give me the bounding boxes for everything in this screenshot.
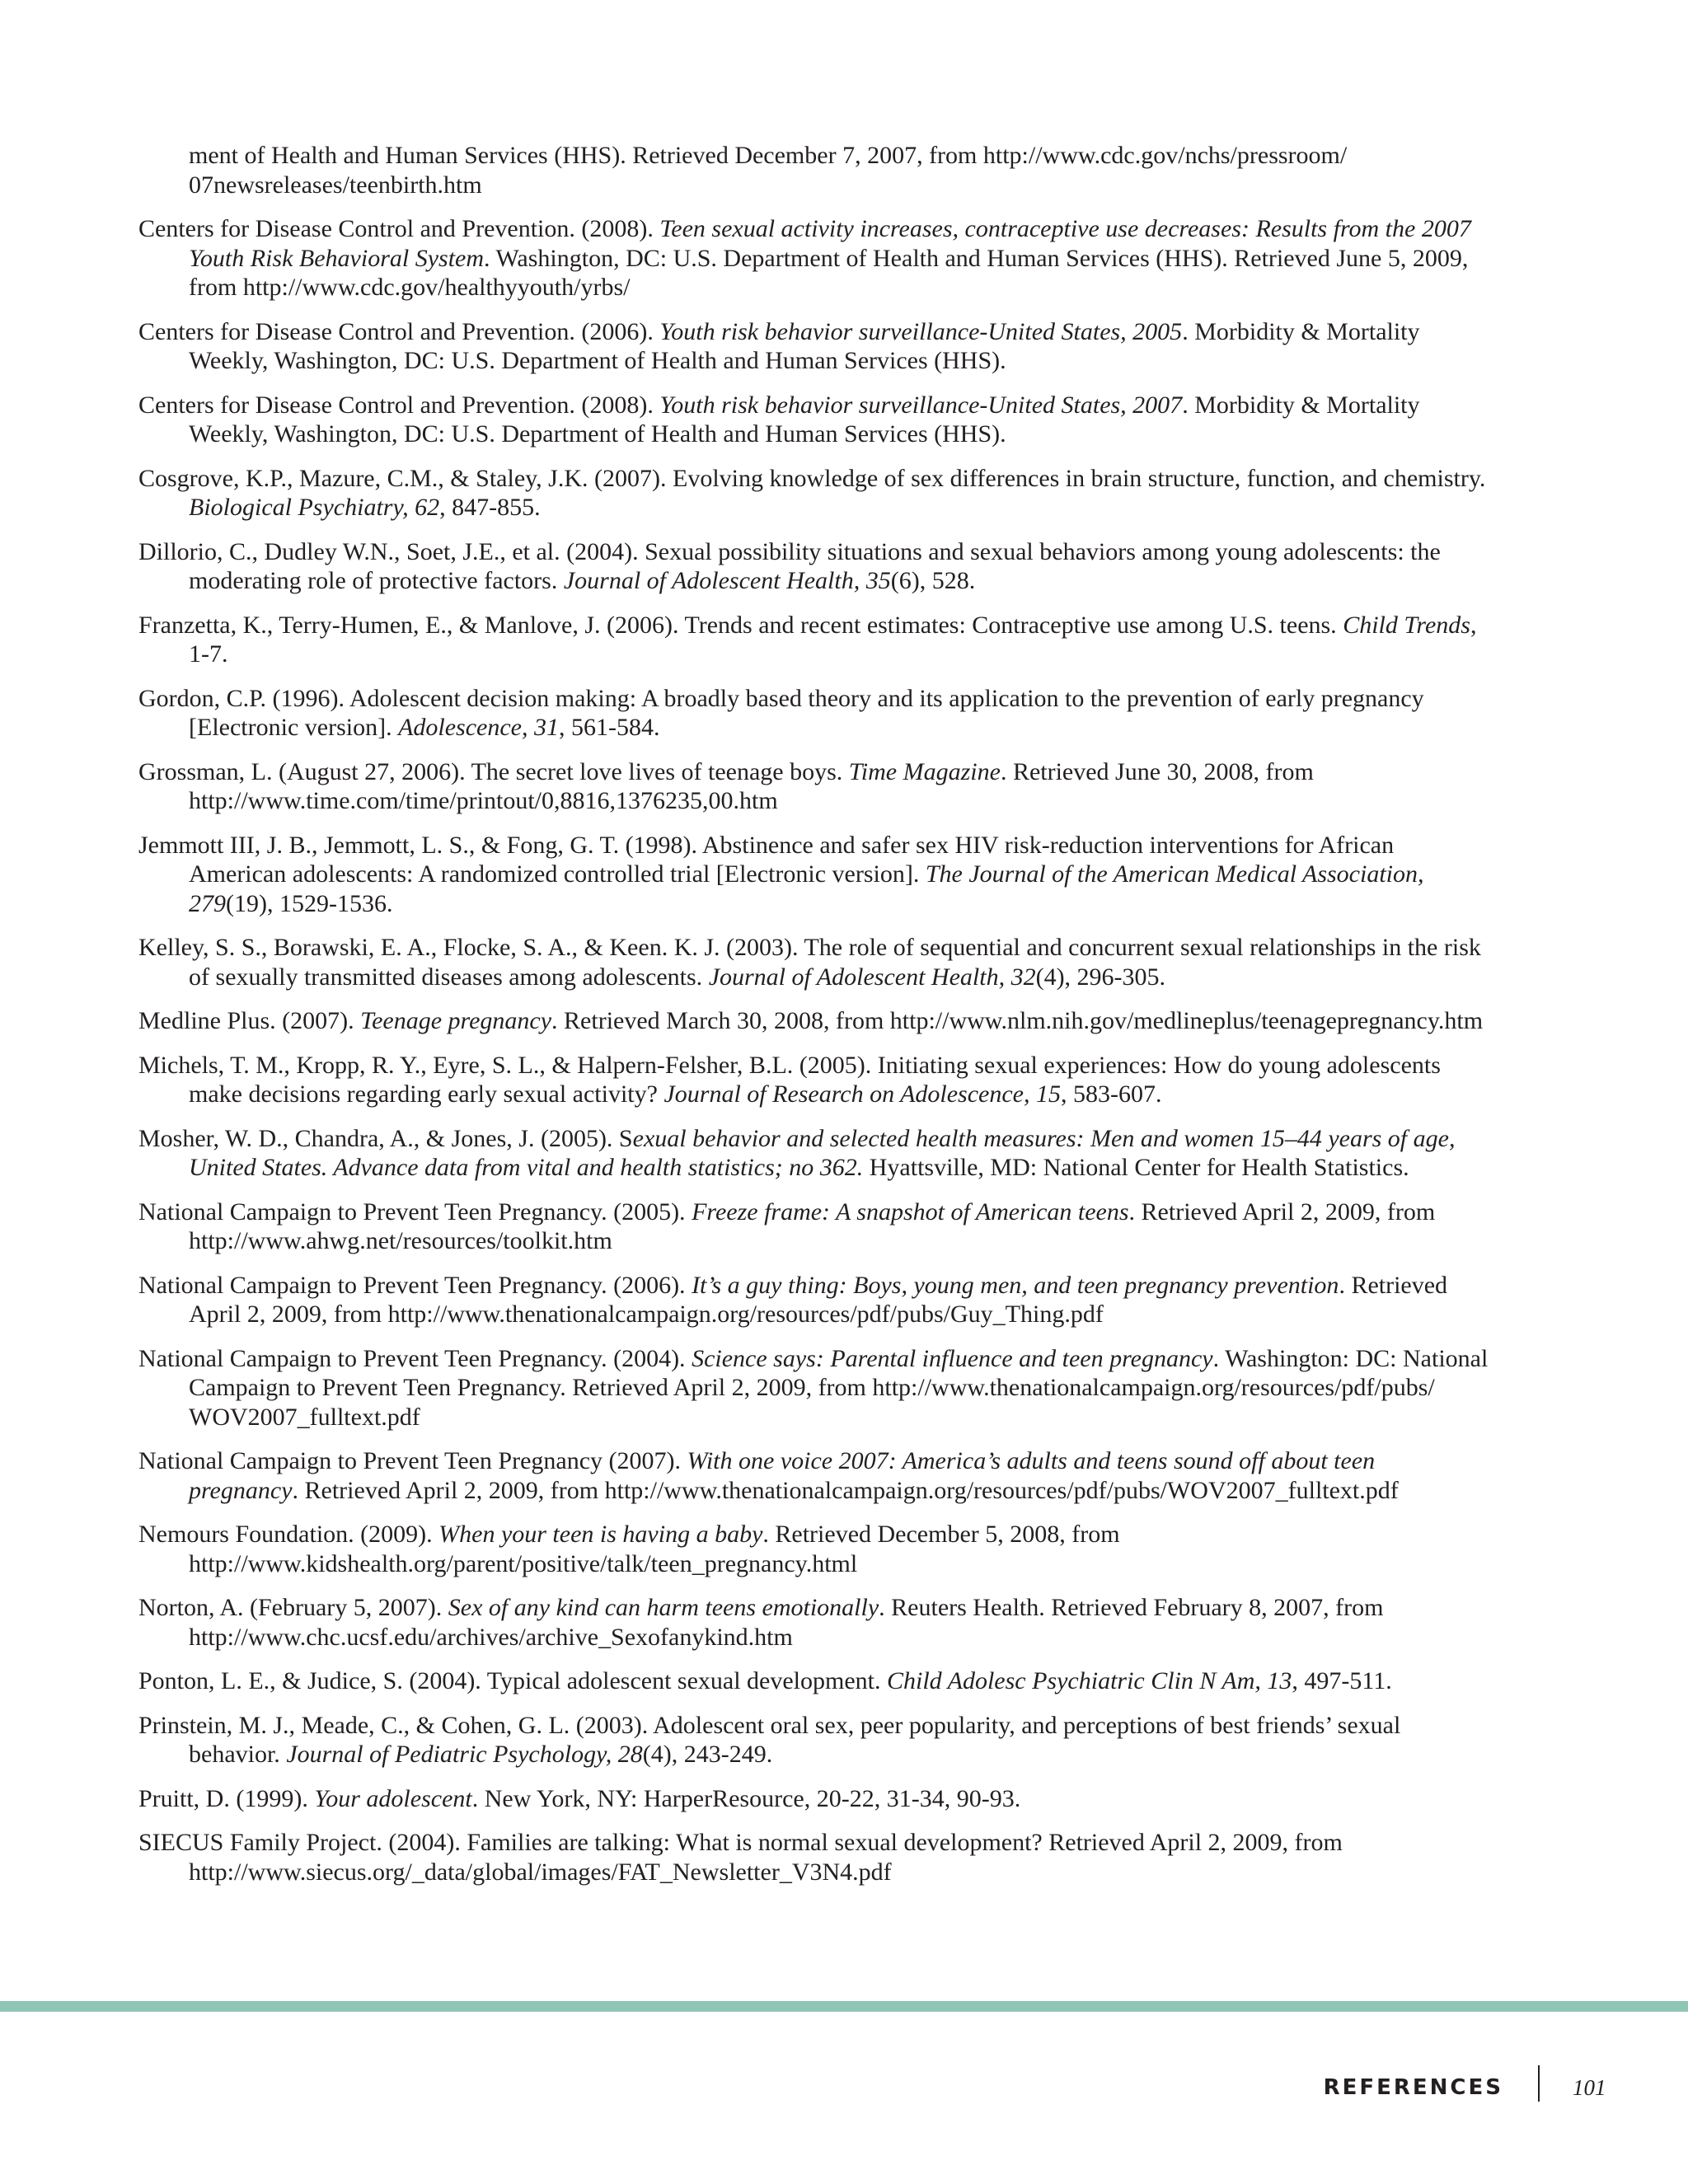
reference-title-italic: Teen sexual activity increases, contraceptive use decreases: Results from the 2007 Youth Risk Behavioral System	[189, 215, 1471, 272]
reference-entry	[138, 214, 1490, 302]
reference-text: National Campaign to Prevent Teen Pregnancy. (2004).	[138, 1344, 692, 1372]
reference-text: Dillorio, C., Dudley W.N., Soet, J.E., et al. (2004). Sexual possibility situations and sexual behaviors among young adolescents: the moderating role of protective factors.	[138, 537, 1441, 594]
reference-entry	[138, 684, 1490, 743]
reference-title-italic: When your teen is having a baby	[438, 1521, 763, 1548]
reference-text: Centers for Disease Control and Prevention. (2006).	[138, 317, 660, 345]
reference-title-italic: Child Adolesc Psychiatric Clin N Am, 13	[887, 1667, 1292, 1694]
reference-text: , 583-607.	[1061, 1080, 1162, 1108]
reference-entry	[138, 933, 1490, 991]
reference-text: Hyattsville, MD: National Center for Health Statistics.	[863, 1154, 1409, 1181]
reference-title-italic: exual behavior and selected health measures: Men and women 15–44 years of age, United States. Advance data from vital and health statistics; no 362.	[189, 1124, 1456, 1181]
reference-title-italic: Your adolescent	[314, 1784, 472, 1812]
reference-title-italic: Journal of Adolescent Health, 35	[563, 567, 891, 594]
reference-title-italic: Journal of Adolescent Health, 32	[708, 963, 1036, 991]
reference-entry	[138, 1271, 1490, 1329]
reference-entry	[138, 611, 1490, 669]
reference-text: ment of Health and Human Services (HHS). Retrieved December 7, 2007, from http://www.cdc.gov/nchs/pressroom/ 07newsreleases/teenbirth.htm	[189, 142, 1348, 199]
reference-text: National Campaign to Prevent Teen Pregnancy. (2005).	[138, 1197, 692, 1226]
reference-text: . Morbidity & Mortality Weekly, Washington, DC: U.S. Department of Health and Human Services (HHS).	[189, 317, 1420, 374]
reference-title-italic: Time Magazine	[848, 757, 1001, 785]
reference-text: (6), 528.	[890, 567, 976, 594]
reference-entry	[138, 1006, 1490, 1036]
reference-text: , 497-511.	[1292, 1667, 1392, 1694]
reference-text: Cosgrove, K.P., Mazure, C.M., & Staley, J.K. (2007). Evolving knowledge of sex differences in brain structure, function, and chemistry.	[138, 464, 1486, 492]
reference-text: , 1-7.	[189, 611, 1477, 668]
reference-title-italic: Science says: Parental influence and teen pregnancy	[692, 1344, 1213, 1372]
reference-text: . Reuters Health. Retrieved February 8, 2007, from http://www.chc.ucsf.edu/archives/archive_Sexofanykind.htm	[189, 1594, 1384, 1651]
reference-text: Franzetta, K., Terry-Humen, E., & Manlove, J. (2006). Trends and recent estimates: Contraceptive use among U.S. teens.	[138, 611, 1343, 639]
reference-text: . Morbidity & Mortality Weekly, Washington, DC: U.S. Department of Health and Human Services (HHS).	[189, 391, 1420, 448]
reference-text: Gordon, C.P. (1996). Adolescent decision making: A broadly based theory and its application to the prevention of early pregnancy [Electronic version].	[138, 684, 1424, 741]
reference-text: . Washington: DC: National Campaign to Prevent Teen Pregnancy. Retrieved April 2, 2009, from http://www.thenationalcampaign.org/resources/pdf/pubs/ WOV2007_fulltext.pdf	[189, 1344, 1489, 1431]
reference-entry	[138, 391, 1490, 449]
reference-text: . Retrieved April 2, 2009, from http://www.ahwg.net/resources/toolkit.htm	[189, 1197, 1436, 1254]
reference-text: Nemours Foundation. (2009).	[138, 1521, 439, 1548]
reference-text: Centers for Disease Control and Prevention. (2008).	[138, 391, 660, 419]
footer-rule	[0, 2001, 1688, 2012]
reference-title-italic: It’s a guy thing: Boys, young men, and teen pregnancy prevention	[692, 1271, 1339, 1299]
footer-section-label: REFERENCES	[1323, 2075, 1503, 2100]
reference-text: Norton, A. (February 5, 2007).	[138, 1594, 448, 1621]
reference-text: . Retrieved April 2, 2009, from http://www.thenationalcampaign.org/resources/pdf/pubs/Guy_Thing.pdf	[189, 1271, 1448, 1328]
reference-title-italic: With one voice 2007: America’s adults and teens sound off about teen pregnancy	[189, 1447, 1376, 1504]
reference-text: . Washington, DC: U.S. Department of Health and Human Services (HHS). Retrieved June 5, 2009, from http://www.cdc.gov/healthyyouth/yrbs/	[189, 244, 1469, 301]
reference-text: . Retrieved March 30, 2008, from http://www.nlm.nih.gov/medlineplus/teenagepregnancy.htm	[551, 1007, 1484, 1034]
reference-text: Kelley, S. S., Borawski, E. A., Flocke, S. A., & Keen. K. J. (2003). The role of sequential and concurrent sexual relationships in the risk of sexually transmitted diseases among adolescents.	[138, 934, 1481, 991]
reference-entry	[138, 1593, 1490, 1652]
reference-text: Grossman, L. (August 27, 2006). The secret love lives of teenage boys.	[138, 757, 849, 785]
reference-text: . New York, NY: HarperResource, 20-22, 31-34, 90-93.	[471, 1784, 1021, 1812]
reference-entry	[138, 1711, 1490, 1769]
reference-text: Medline Plus. (2007).	[138, 1007, 361, 1034]
reference-title-italic: Journal of Pediatric Psychology, 28	[286, 1741, 643, 1768]
reference-entry	[138, 1446, 1490, 1505]
reference-text: Prinstein, M. J., Meade, C., & Cohen, G. L. (2003). Adolescent oral sex, peer popularity, and perceptions of best friends’ sexual behavior.	[138, 1711, 1401, 1768]
reference-title-italic: Sex of any kind can harm teens emotionally	[448, 1594, 879, 1621]
reference-text: (4), 243-249.	[642, 1741, 773, 1768]
reference-entry	[138, 1344, 1490, 1432]
reference-text: . Retrieved April 2, 2009, from http://www.thenationalcampaign.org/resources/pdf/pubs/WOV2007_fulltext.pdf	[292, 1476, 1399, 1504]
reference-entry-continued	[138, 141, 1490, 199]
reference-entry	[138, 1197, 1490, 1256]
reference-entry	[138, 1828, 1490, 1886]
reference-text: SIECUS Family Project. (2004). Families are talking: What is normal sexual development? Retrieved April 2, 2009, from http://www.siecus.org/_data/global/images/FAT_Newsletter_V3N4.pdf	[138, 1829, 1343, 1886]
reference-title-italic: Journal of Research on Adolescence, 15	[663, 1080, 1061, 1108]
reference-text: Jemmott III, J. B., Jemmott, L. S., & Fong, G. T. (1998). Abstinence and safer sex HIV risk-reduction interventions for African American adolescents: A randomized controlled trial [Electronic version].	[138, 831, 1395, 888]
reference-entry	[138, 1784, 1490, 1814]
reference-entry	[138, 317, 1490, 376]
reference-title-italic: Freeze frame: A snapshot of American teens	[692, 1197, 1129, 1226]
reference-text: National Campaign to Prevent Teen Pregnancy (2007).	[138, 1447, 687, 1474]
footer-separator	[1538, 2065, 1540, 2102]
reference-entry	[138, 1520, 1490, 1578]
reference-text: , 847-855.	[439, 494, 541, 521]
reference-title-italic: The Journal of the American Medical Association, 279	[189, 860, 1424, 917]
reference-text: Ponton, L. E., & Judice, S. (2004). Typical adolescent sexual development.	[138, 1667, 887, 1694]
reference-entry	[138, 464, 1490, 523]
reference-text: Pruitt, D. (1999).	[138, 1784, 315, 1812]
reference-text: Centers for Disease Control and Prevention. (2008).	[138, 215, 660, 242]
reference-title-italic: Teenage pregnancy	[360, 1007, 552, 1034]
reference-entry	[138, 1124, 1490, 1183]
reference-text: . Retrieved December 5, 2008, from http://www.kidshealth.org/parent/positive/talk/teen_pregnancy.html	[189, 1521, 1120, 1577]
reference-entry	[138, 831, 1490, 919]
reference-entry	[138, 537, 1490, 596]
reference-title-italic: Child Trends	[1343, 611, 1470, 639]
reference-text: Michels, T. M., Kropp, R. Y., Eyre, S. L., & Halpern-Felsher, B.L. (2005). Initiating sexual experiences: How do young adolescents make decisions regarding early sexual activity?	[138, 1051, 1441, 1108]
reference-text: (19), 1529-1536.	[226, 889, 393, 917]
reference-text: . Retrieved June 30, 2008, from http://www.time.com/time/printout/0,8816,1376235,00.htm	[189, 757, 1314, 814]
reference-list	[138, 141, 1490, 1901]
reference-text: (4), 296-305.	[1035, 963, 1166, 991]
reference-title-italic: Youth risk behavior surveillance-United States, 2007	[659, 391, 1183, 419]
reference-title-italic: Biological Psychiatry, 62	[189, 494, 440, 521]
reference-title-italic: Adolescence, 31	[398, 714, 559, 741]
page-number: 101	[1573, 2075, 1606, 2100]
reference-entry	[138, 1051, 1490, 1109]
reference-entry	[138, 1666, 1490, 1696]
reference-text: , 561-584.	[558, 714, 660, 741]
reference-text: National Campaign to Prevent Teen Pregnancy. (2006).	[138, 1271, 692, 1299]
reference-text: Mosher, W. D., Chandra, A., & Jones, J. (2005). S	[138, 1124, 633, 1152]
reference-title-italic: Youth risk behavior surveillance-United States, 2005	[659, 317, 1183, 345]
reference-entry	[138, 757, 1490, 816]
